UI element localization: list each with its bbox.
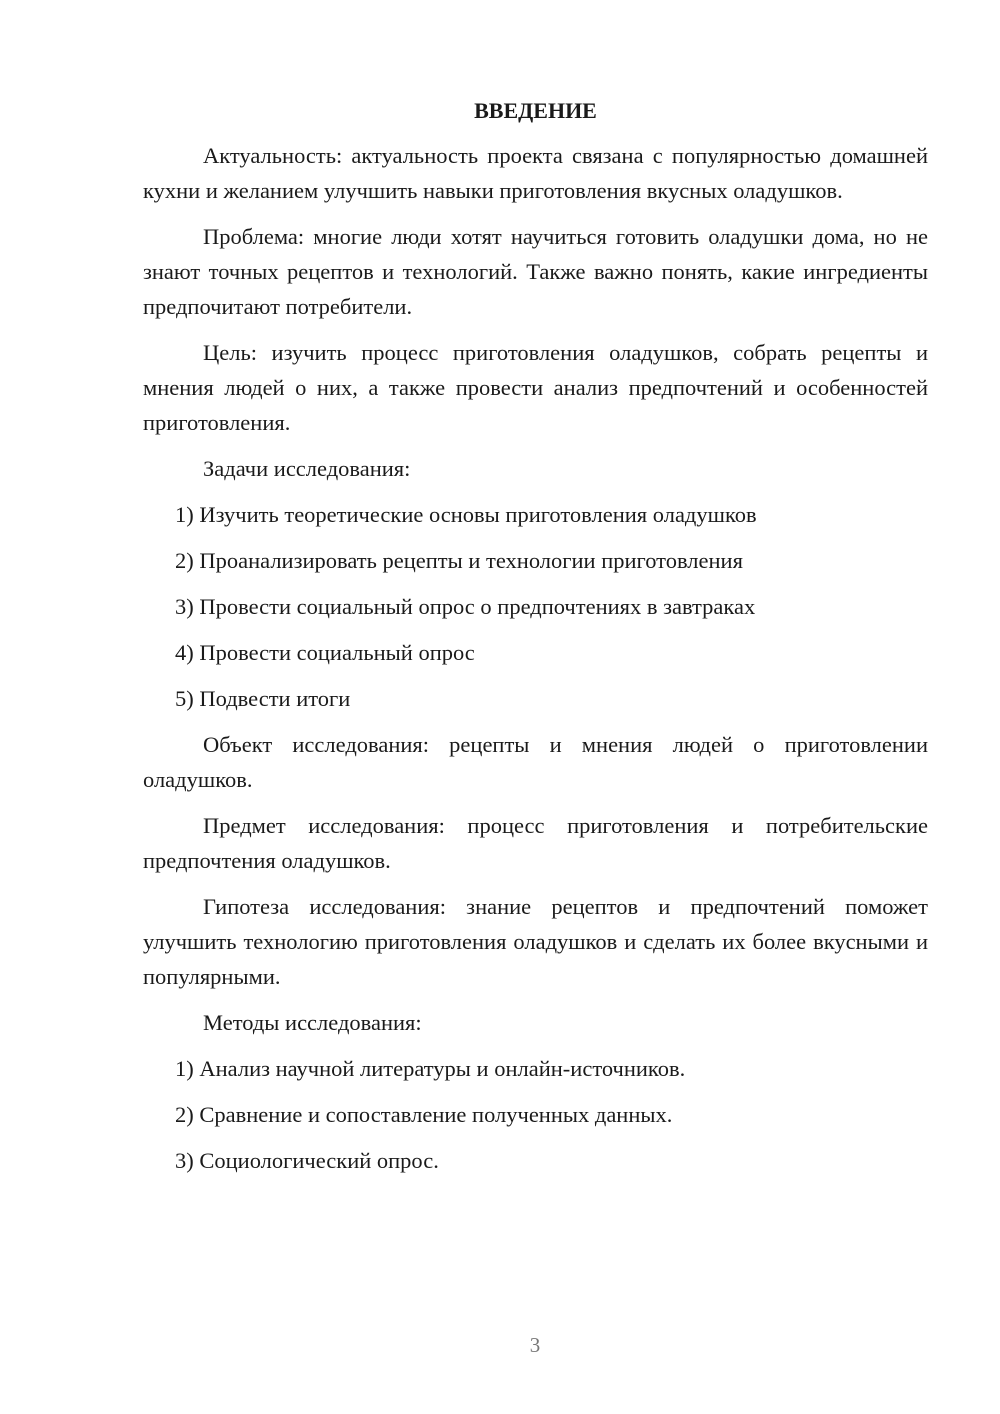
- section-title: ВВЕДЕНИЕ: [474, 98, 597, 123]
- problem-paragraph: Проблема: многие люди хотят научиться готовить оладушки дома, но не знают точных рецептов и технологий. Также важно понять, какие ингредиенты предпочитают потребители.: [143, 224, 928, 319]
- method-item: 1) Анализ научной литературы и онлайн-источников.: [175, 1056, 686, 1081]
- method-item: 2) Сравнение и сопоставление полученных данных.: [175, 1102, 673, 1127]
- task-item: 3) Провести социальный опрос о предпочтениях в завтраках: [175, 594, 756, 619]
- task-item: 1) Изучить теоретические основы приготовления оладушков: [175, 502, 757, 527]
- hypothesis-paragraph: Гипотеза исследования: знание рецептов и предпочтений поможет улучшить технологию приготовления оладушков и сделать их более вкусными и популярными.: [143, 894, 928, 989]
- task-item: 5) Подвести итоги: [175, 686, 351, 711]
- page-content: [143, 96, 928, 1189]
- relevance-paragraph: Актуальность: актуальность проекта связана с популярностью домашней кухни и желанием улучшить навыки приготовления вкусных оладушков.: [143, 143, 928, 203]
- object-paragraph: Объект исследования: рецепты и мнения людей о приготовлении оладушков.: [143, 732, 928, 792]
- page-number: 3: [529, 1333, 541, 1357]
- goal-paragraph: Цель: изучить процесс приготовления оладушков, собрать рецепты и мнения людей о них, а также провести анализ предпочтений и особенностей приготовления.: [143, 340, 928, 435]
- task-item: 4) Провести социальный опрос: [175, 640, 475, 665]
- task-item: 2) Проанализировать рецепты и технологии приготовления: [175, 548, 743, 573]
- methods-heading: Методы исследования:: [203, 1010, 422, 1035]
- method-item: 3) Социологический опрос.: [175, 1148, 439, 1173]
- tasks-heading: Задачи исследования:: [203, 456, 411, 481]
- subject-paragraph: Предмет исследования: процесс приготовления и потребительские предпочтения оладушков.: [143, 813, 928, 873]
